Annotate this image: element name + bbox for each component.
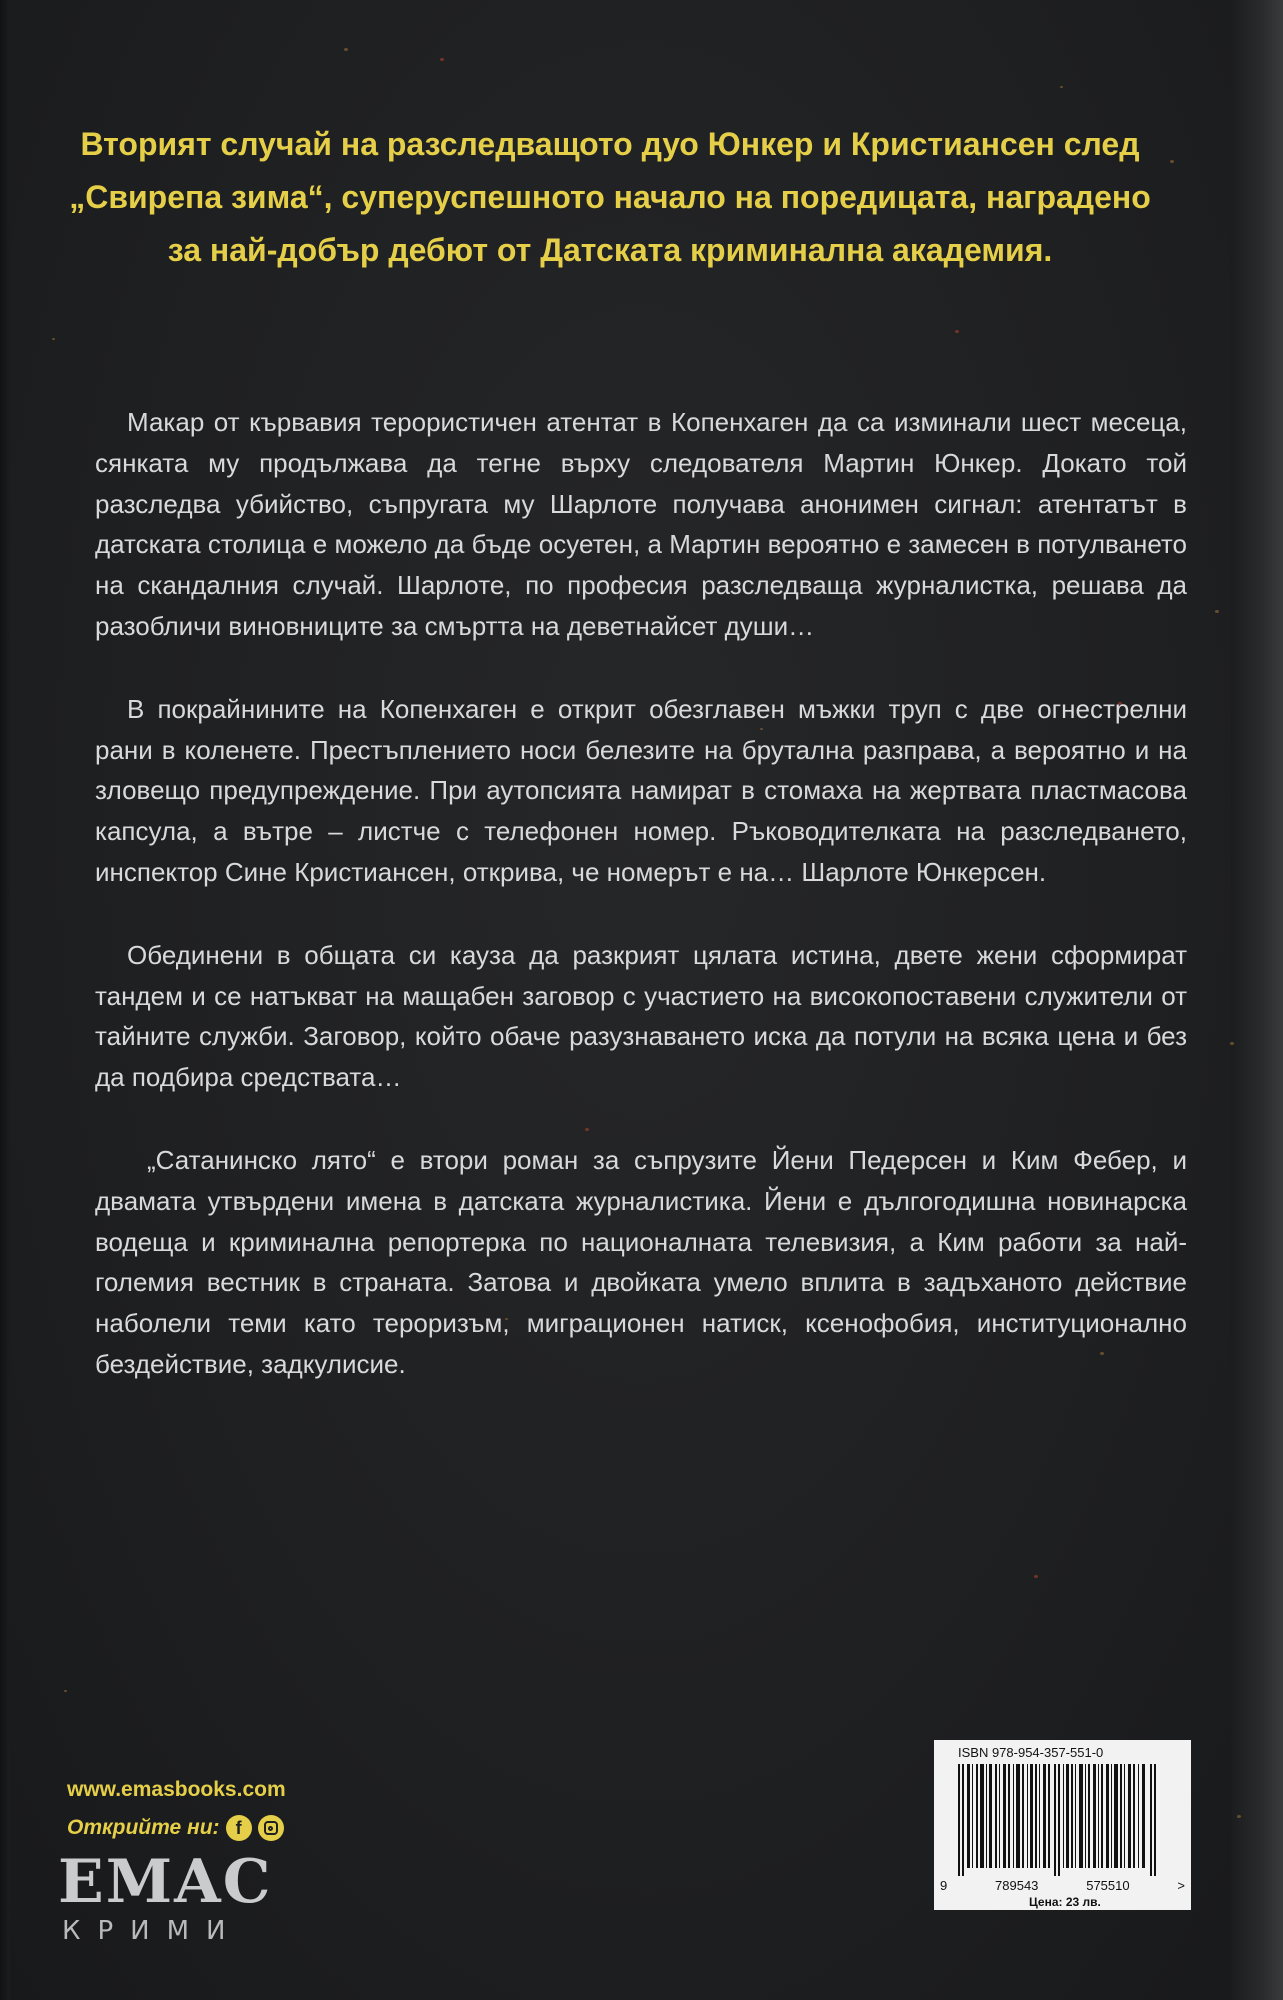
dust-speck <box>440 58 444 61</box>
blurb-paragraph: Обединени в общата си кауза да разкрият цялата истина, двете жени сформират тандем и се натъкват на мащабен заговор с участието на високопоставени служители от тайните служби. Заговор, който обаче разузнаването иска да потули на всяка цена и без да подбира средствата… <box>95 939 1187 1093</box>
blurb-paragraph: Макар от кървавия терористичен атентат в Копенхаген да са изминали шест месеца, сянката му продължава да тегне върху следователя Мартин Юнкер. Докато той разследва убийство, съпругата му Шарлоте получава анонимен сигнал: атентатът в датската столица е можело да бъде осуетен, а Мартин вероятно е замесен в потулването на скандалния случай. Шарлоте, по професия разследваща журналистка, решава да разобличи виновниците за смъртта на деветнайсет души… <box>95 407 1187 641</box>
dust-speck <box>1215 610 1219 613</box>
instagram-icon[interactable] <box>258 1815 284 1841</box>
blurb-paragraph: В покрайнините на Копенхаген е открит обезглавен мъжки труп с две огнестрелни рани в колeнете. Престъплението носи белезите на брутална разправа, а вероятно и на зловещо предупреждение. При аутопсията намират в стомаха на жертвата пластмасова капсула, а вътре – листче с телефонен номер. Ръководителката на разследването, инспектор Сине Кристиансен, открива, че номерът е на… Шарлоте Юнкерсен. <box>95 693 1187 887</box>
facebook-icon[interactable]: f <box>226 1815 252 1841</box>
dust-speck <box>1170 160 1174 163</box>
barcode-digit-tail: > <box>1177 1878 1185 1893</box>
logo-imprint: КРИМИ <box>62 1916 243 1946</box>
dust-speck <box>344 48 348 51</box>
publisher-logo <box>58 1847 278 1948</box>
barcode-digits <box>940 1878 1185 1893</box>
barcode-digit-lead: 9 <box>940 1878 948 1893</box>
blurb-paragraph: „Сатанинско лято“ е втори роман за съпрузите Йени Педерсен и Ким Фебер, и двамата утвърдени имена в датската журналистика. Йени е дългогодишна новинарска водеща и криминална репортерка по националната телевизия, а Ким работи за най-големия вестник в страната. Затова и двойката умело вплита в задъханото действие наболели теми като тероризъм, миграционен натиск, ксенофобия, институционално бездействие, задкулисие. <box>95 1144 1187 1379</box>
dust-speck <box>52 338 55 340</box>
dust-speck <box>1060 86 1063 88</box>
cover-spine-edge <box>1231 0 1283 2000</box>
cover-left-edge <box>0 0 10 2000</box>
blurb <box>95 402 1187 1427</box>
dust-speck <box>955 330 959 333</box>
dust-speck <box>1034 1575 1038 1578</box>
dust-speck <box>64 1690 67 1692</box>
logo-wordmark: EMAC <box>58 1847 273 1917</box>
publisher-website[interactable]: www.emasbooks.com <box>67 1778 286 1801</box>
barcode-bars <box>958 1764 1158 1876</box>
social-row <box>67 1815 284 1841</box>
dust-speck <box>1237 1815 1241 1818</box>
barcode-label <box>934 1740 1191 1910</box>
barcode-digits-right: 575510 <box>1086 1878 1130 1893</box>
dust-speck <box>1230 1042 1234 1045</box>
isbn-text: ISBN 978-954-357-551-0 <box>958 1745 1104 1760</box>
follow-label: Открийте ни: <box>67 1816 220 1839</box>
barcode-digits-left: 789543 <box>995 1878 1039 1893</box>
tagline: Вторият случай на разследващото дуо Юнкер и Кристиансен след „Свирепа зима“, суперуспешното начало на поредицата, наградено за най-добър дебют от Датската криминална академия. <box>69 126 1151 268</box>
price-text: Цена: 23 лв. <box>1029 1895 1101 1909</box>
